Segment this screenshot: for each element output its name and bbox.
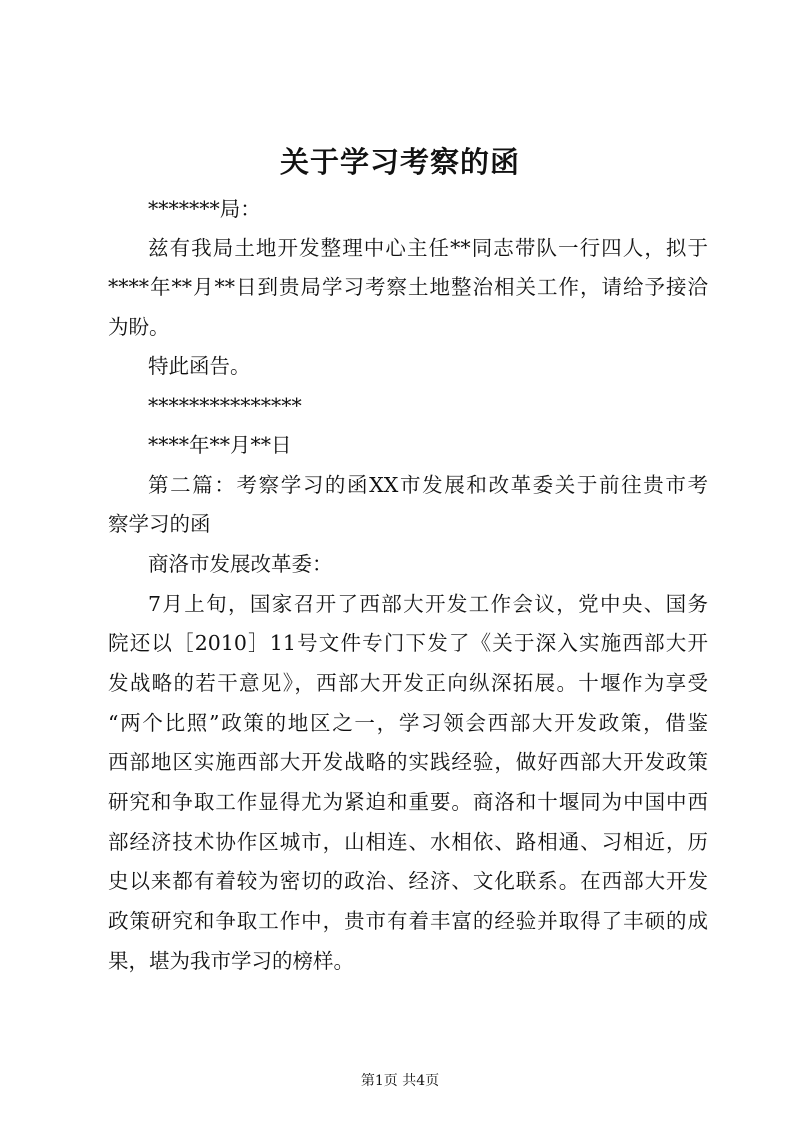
closing-line: 特此函告。 bbox=[148, 354, 251, 378]
section-heading-line: 察学习的函 bbox=[108, 512, 211, 536]
section-heading-line: 第二篇：考察学习的函XX市发展和改革委关于前往贵市考 bbox=[148, 473, 708, 497]
signature-line: *************** bbox=[148, 394, 302, 418]
body-line: 为盼。 bbox=[108, 315, 170, 339]
body-line: 果，堪为我市学习的榜样。 bbox=[108, 949, 354, 973]
page-number: 第1页 共4页 bbox=[360, 1073, 440, 1089]
date-line: ****年**月**日 bbox=[148, 433, 292, 457]
body-line: 西部地区实施西部大开发战略的实践经验，做好西部大开发政策 bbox=[108, 750, 708, 774]
body-line: 发战略的若干意见》，西部大开发正向纵深拓展。十堰作为享受 bbox=[108, 671, 708, 695]
body-line: 政策研究和争取工作中，贵市有着丰富的经验并取得了丰硕的成 bbox=[108, 909, 708, 933]
body-line: 研究和争取工作显得尤为紧迫和重要。商洛和十堰同为中国中西 bbox=[108, 790, 708, 814]
body-line: 史以来都有着较为密切的政治、经济、文化联系。在西部大开发 bbox=[108, 869, 708, 893]
body-line: “两个比照”政策的地区之一，学习领会西部大开发政策，借鉴 bbox=[108, 711, 708, 735]
salutation-line: *******局： bbox=[148, 197, 261, 221]
body-line: 7月上旬，国家召开了西部大开发工作会议，党中央、国务 bbox=[148, 592, 708, 616]
salutation-line: 商洛市发展改革委： bbox=[148, 552, 333, 576]
body-line: 部经济技术协作区城市，山相连、水相依、路相通、习相近，历 bbox=[108, 830, 708, 854]
body-line: 兹有我局土地开发整理中心主任**同志带队一行四人，拟于 bbox=[148, 236, 708, 260]
document-title: 关于学习考察的函 bbox=[279, 145, 520, 179]
body-line: 院还以［2010］11号文件专门下发了《关于深入实施西部大开 bbox=[108, 631, 708, 655]
body-line: ****年**月**日到贵局学习考察土地整治相关工作，请给予接洽 bbox=[108, 275, 708, 299]
